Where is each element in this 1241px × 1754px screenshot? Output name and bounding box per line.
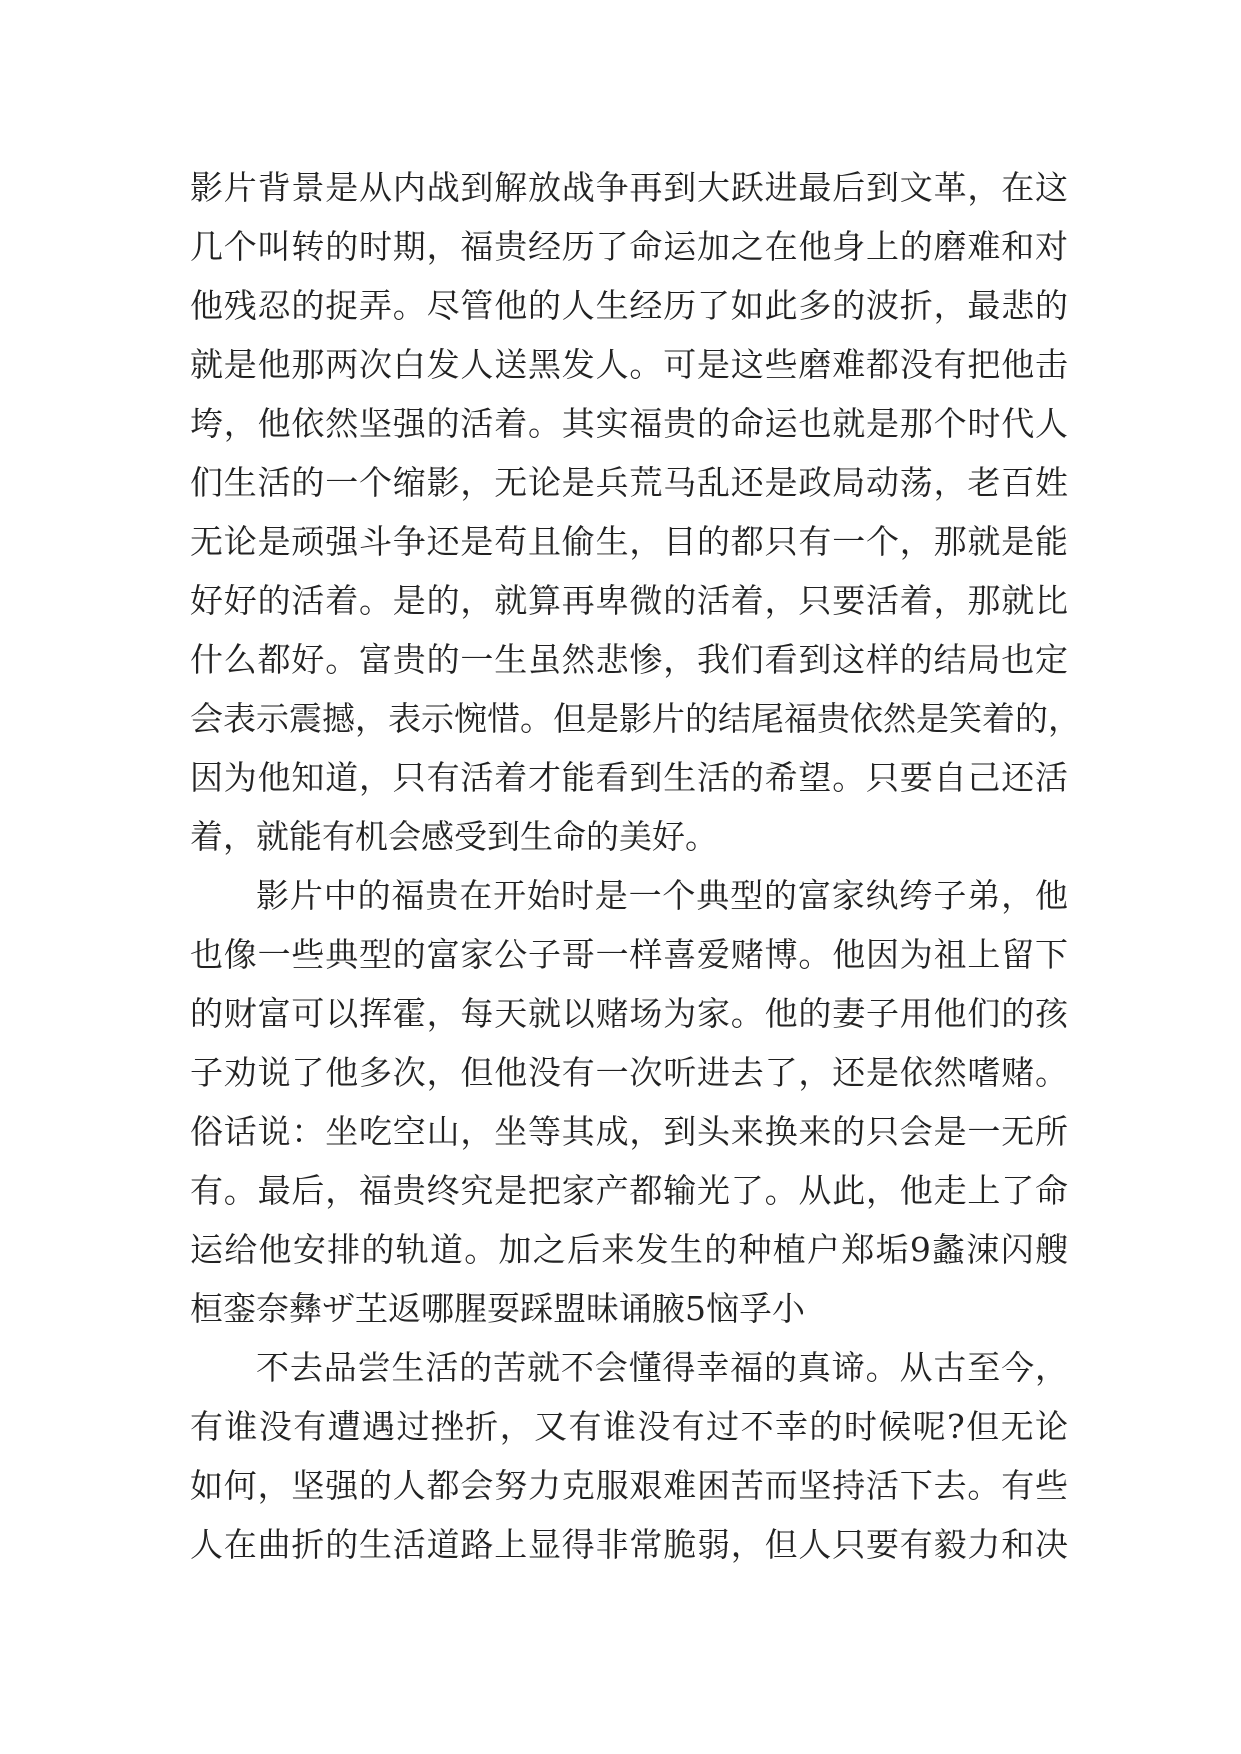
text-line: 如何，坚强的人都会努力克服艰难困苦而坚持活下去。有些 bbox=[190, 1466, 1068, 1505]
text-line: 无论是顽强斗争还是苟且偷生，目的都只有一个，那就是能 bbox=[190, 522, 1068, 561]
text-line: 俗话说：坐吃空山，坐等其成，到头来换来的只会是一无所 bbox=[190, 1112, 1068, 1151]
text-line: 几个叫转的时期，福贵经历了命运加之在他身上的磨难和对 bbox=[190, 227, 1068, 266]
text-line: 们生活的一个缩影，无论是兵荒马乱还是政局动荡，老百姓 bbox=[190, 463, 1068, 502]
paragraph-1 bbox=[190, 158, 1081, 866]
text-line: 有谁没有遭遇过挫折，又有谁没有过不幸的时候呢?但无论 bbox=[190, 1407, 1068, 1446]
text-line: 会表示震撼，表示惋惜。但是影片的结尾福贵依然是笑着的， bbox=[190, 699, 1081, 738]
text-line: 也像一些典型的富家公子哥一样喜爱赌博。他因为祖上留下 bbox=[190, 935, 1068, 974]
text-line: 垮，他依然坚强的活着。其实福贵的命运也就是那个时代人 bbox=[190, 404, 1068, 443]
text-line: 有。最后，福贵终究是把家产都输光了。从此，他走上了命 bbox=[190, 1171, 1068, 1210]
text-line: 的财富可以挥霍，每天就以赌场为家。他的妻子用他们的孩 bbox=[190, 994, 1068, 1033]
text-line: 影片中的福贵在开始时是一个典型的富家纨绔子弟，他 bbox=[256, 876, 1068, 915]
text-line: 就是他那两次白发人送黑发人。可是这些磨难都没有把他击 bbox=[190, 345, 1068, 384]
text-line: 桓銮奈彝ザ芏返哪腥耍踩盟昧诵腋5恼孚小 bbox=[190, 1289, 805, 1328]
text-line: 因为他知道，只有活着才能看到生活的希望。只要自己还活 bbox=[190, 758, 1068, 797]
text-line: 什么都好。富贵的一生虽然悲惨，我们看到这样的结局也定 bbox=[190, 640, 1068, 679]
text-line: 好好的活着。是的，就算再卑微的活着，只要活着，那就比 bbox=[190, 581, 1068, 620]
body-text bbox=[190, 158, 1081, 1574]
text-line: 着，就能有机会感受到生命的美好。 bbox=[190, 817, 718, 856]
paragraph-2 bbox=[190, 866, 1068, 1338]
text-line: 运给他安排的轨道。加之后来发生的种植户郑垢9蠡涑闪艘 bbox=[190, 1230, 1068, 1269]
paragraph-3 bbox=[190, 1338, 1068, 1574]
text-line: 子劝说了他多次，但他没有一次听进去了，还是依然嗜赌。 bbox=[190, 1053, 1068, 1092]
text-line: 影片背景是从内战到解放战争再到大跃进最后到文革，在这 bbox=[190, 168, 1068, 207]
text-line: 他残忍的捉弄。尽管他的人生经历了如此多的波折，最悲的 bbox=[190, 286, 1068, 325]
text-line: 不去品尝生活的苦就不会懂得幸福的真谛。从古至今， bbox=[256, 1348, 1068, 1387]
text-line: 人在曲折的生活道路上显得非常脆弱，但人只要有毅力和决 bbox=[190, 1525, 1068, 1564]
